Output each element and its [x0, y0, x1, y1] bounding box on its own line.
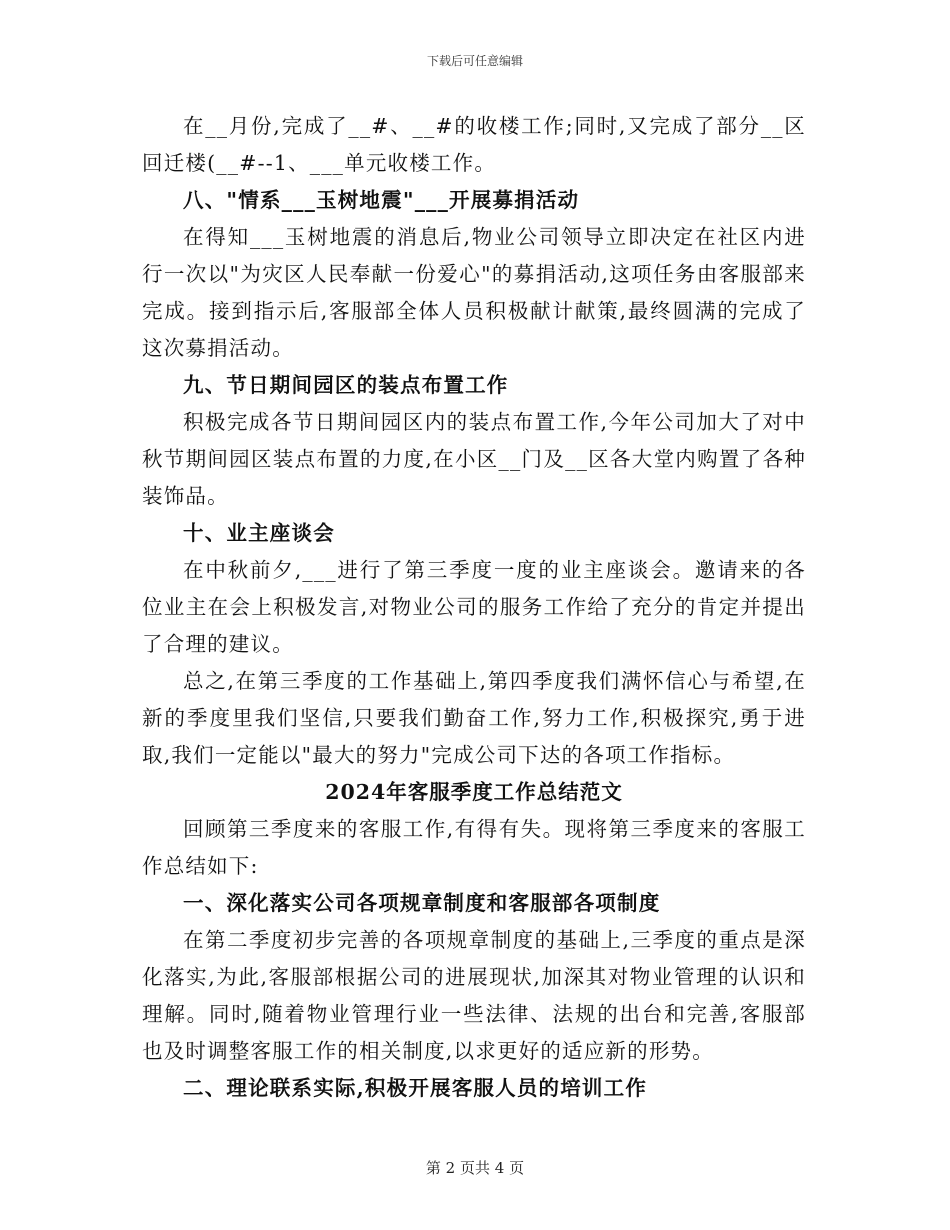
heading-section-2: 二、理论联系实际,积极开展客服人员的培训工作 [183, 1076, 648, 1100]
document-title: 2024年客服季度工作总结范文 [325, 780, 623, 804]
paragraph-owner-meeting: 在中秋前夕,___进行了第三季度一度的业主座谈会。邀请来的各位业主在会上积极发言,对物业公司的服务工作给了充分的肯定并提出了合理的建议。 [142, 558, 806, 656]
paragraph-donation: 在得知___玉树地震的消息后,物业公司领导立即决定在社区内进行一次以"为灾区人民奉献一份爱心"的募捐活动,这项任务由客服部来完成。接到指示后,客服部全体人员积极献计献策,最终圆满的完成了这次募捐活动。 [142, 225, 806, 360]
document-body [142, 108, 806, 1107]
heading-section-8: 八、"情系___玉树地震"___开展募捐活动 [183, 188, 580, 212]
page-footer: 第 2 页共 4 页 [425, 1159, 525, 1177]
heading-section-10: 十、业主座谈会 [183, 521, 335, 545]
heading-section-1: 一、深化落实公司各项规章制度和客服部各项制度 [183, 891, 661, 915]
page-header: 下载后可任意编辑 [426, 54, 523, 68]
paragraph-decoration: 积极完成各节日期间园区内的装点布置工作,今年公司加大了对中秋节期间园区装点布置的力度,在小区__门及__区各大堂内购置了各种装饰品。 [142, 410, 806, 508]
heading-section-9: 九、节日期间园区的装点布置工作 [183, 373, 509, 397]
paragraph-move-in-work: 在__月份,完成了__#、__#的收楼工作;同时,又完成了部分__区回迁楼(__#--1、___单元收楼工作。 [142, 114, 806, 175]
paragraph-conclusion: 总之,在第三季度的工作基础上,第四季度我们满怀信心与希望,在新的季度里我们坚信,只要我们勤奋工作,努力工作,积极探究,勇于进取,我们一定能以"最大的努力"完成公司下达的各项工作指标。 [142, 669, 806, 767]
paragraph-regulations: 在第二季度初步完善的各项规章制度的基础上,三季度的重点是深化落实,为此,客服部根据公司的进展现状,加深其对物业管理的认识和理解。同时,随着物业管理行业一些法律、法规的出台和完善,客服部也及时调整客服工作的相关制度,以求更好的适应新的形势。 [142, 928, 806, 1063]
paragraph-intro: 回顾第三季度来的客服工作,有得有失。现将第三季度来的客服工作总结如下: [142, 817, 806, 878]
